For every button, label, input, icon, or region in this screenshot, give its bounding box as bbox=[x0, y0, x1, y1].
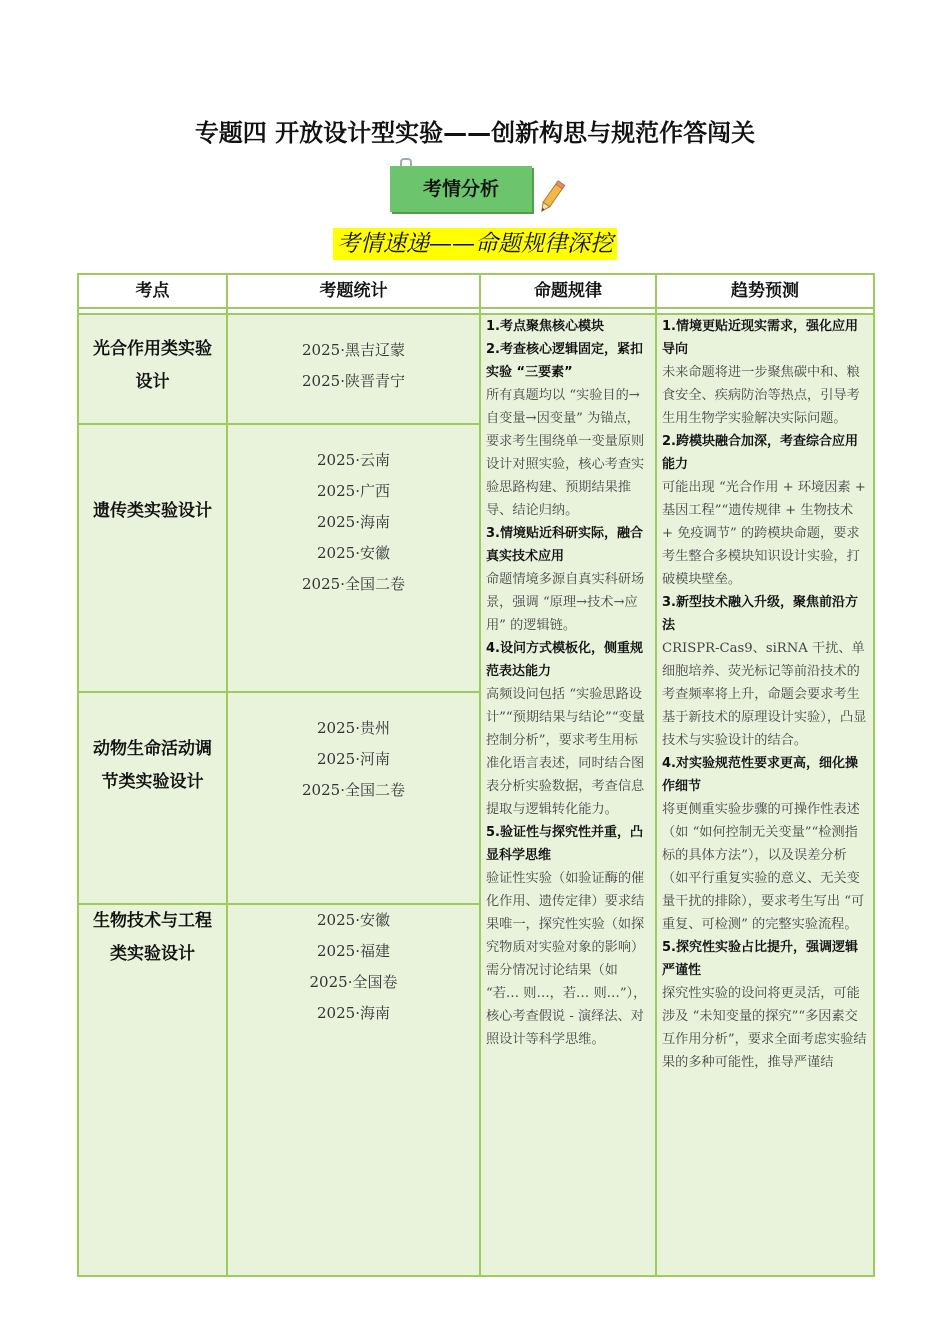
header-rules: 命题规律 bbox=[480, 274, 656, 308]
table-row bbox=[78, 314, 874, 424]
trend-body: 探究性实验的设问将更灵活，可能涉及 “未知变量的探究”“多因素交互作用分析”，要求全面考虑实验结果的多种可能性，推导严谨结 bbox=[662, 986, 867, 1070]
topic-cell: 生物技术与工程类实验设计 bbox=[78, 904, 227, 1276]
section-subtitle: 考情速递——命题规律深挖 bbox=[333, 228, 617, 260]
rule-body: 所有真题均以 “实验目的→自变量→因变量” 为锚点，要求考生围绕单一变量原则设计对照实验，核心考查实验思路构建、预期结果推导、结论归纳。 bbox=[486, 388, 645, 518]
topic-cell: 光合作用类实验设计 bbox=[78, 314, 227, 424]
stat-item: 2025·全国二卷 bbox=[302, 781, 405, 799]
trend-body: CRISPR-Cas9、siRNA 干扰、单细胞培养、荧光标记等前沿技术的考查频率将上升，命题会要求考生基于新技术的原理设计实验），凸显技术与实验设计的结合。 bbox=[662, 641, 867, 748]
stat-item: 2025·安徽 bbox=[317, 544, 390, 562]
table-header-row bbox=[78, 274, 874, 308]
stats-cell bbox=[227, 314, 480, 424]
stat-item: 2025·海南 bbox=[317, 513, 390, 531]
stat-item: 2025·安徽 bbox=[317, 911, 390, 929]
trend-title: 5.探究性实验占比提升，强调逻辑严谨性 bbox=[662, 940, 858, 978]
trends-cell bbox=[656, 314, 874, 1276]
stat-item: 2025·广西 bbox=[317, 482, 390, 500]
rule-body: 命题情境多源自真实科研场景，强调 “原理→技术→应用” 的逻辑链。 bbox=[486, 572, 645, 633]
rule-title: 3.情境贴近科研实际，融合真实技术应用 bbox=[486, 526, 643, 564]
rule-body: 验证性实验（如验证酶的催化作用、遗传定律）要求结果唯一，探究性实验（如探究物质对实验对象的影响）需分情况讨论结果（如 “若… 则…，若… 则…”），核心考查假说 - 演绎法、对照设计等科学思维。 bbox=[486, 871, 647, 1047]
stats-cell bbox=[227, 692, 480, 904]
header-trends: 趋势预测 bbox=[656, 274, 874, 308]
stat-item: 2025·陕晋青宁 bbox=[302, 372, 405, 390]
rule-body: 高频设问包括 “实验思路设计”“预期结果与结论”“变量控制分析”，要求考生用标准化语言表述，同时结合图表分析实验数据，考查信息提取与逻辑转化能力。 bbox=[486, 687, 645, 817]
topic-cell: 遗传类实验设计 bbox=[78, 424, 227, 692]
stat-item: 2025·福建 bbox=[317, 942, 390, 960]
trend-body: 可能出现 “光合作用 + 环境因素 + 基因工程”“遗传规律 + 生物技术 + 免疫调节” 的跨模块命题，要求考生整合多模块知识设计实验，打破模块壁垒。 bbox=[662, 480, 866, 587]
badge-label: 考情分析 bbox=[390, 166, 532, 212]
rule-title: 5.验证性与探究性并重，凸显科学思维 bbox=[486, 825, 643, 863]
stat-item: 2025·全国二卷 bbox=[302, 575, 405, 593]
stat-item: 2025·黑吉辽蒙 bbox=[302, 341, 405, 359]
topic-cell: 动物生命活动调节类实验设计 bbox=[78, 692, 227, 904]
stat-item: 2025·海南 bbox=[317, 1004, 390, 1022]
rule-title: 1.考点聚焦核心模块 bbox=[486, 319, 604, 334]
header-topic: 考点 bbox=[78, 274, 227, 308]
page-title: 专题四 开放设计型实验——创新构思与规范作答闯关 bbox=[194, 119, 756, 147]
stat-item: 2025·贵州 bbox=[317, 719, 390, 737]
trend-body: 未来命题将进一步聚焦碳中和、粮食安全、疾病防治等热点，引导考生用生物学实验解决实际问题。 bbox=[662, 365, 860, 426]
exam-analysis-table bbox=[77, 273, 875, 1277]
rule-title: 2.考查核心逻辑固定，紧扣实验 “三要素” bbox=[486, 342, 643, 380]
pencil-icon bbox=[536, 178, 566, 218]
stat-item: 2025·河南 bbox=[317, 750, 390, 768]
rules-cell bbox=[480, 314, 656, 1276]
section-badge bbox=[386, 158, 576, 220]
stat-item: 2025·云南 bbox=[317, 451, 390, 469]
trend-title: 3.新型技术融入升级，聚焦前沿方法 bbox=[662, 595, 858, 633]
trend-title: 4.对实验规范性要求更高，细化操作细节 bbox=[662, 756, 858, 794]
trend-title: 1.情境更贴近现实需求，强化应用导向 bbox=[662, 319, 858, 357]
trend-title: 2.跨模块融合加深，考查综合应用能力 bbox=[662, 434, 858, 472]
rule-title: 4.设问方式模板化，侧重规范表达能力 bbox=[486, 641, 643, 679]
trend-body: 将更侧重实验步骤的可操作性表述（如 “如何控制无关变量”“检测指标的具体方法”），以及误差分析（如平行重复实验的意义、无关变量干扰的排除），要求考生写出 “可重复、可检测” 的完整实验流程。 bbox=[662, 802, 865, 932]
stats-cell bbox=[227, 904, 480, 1276]
header-stats: 考题统计 bbox=[227, 274, 480, 308]
stats-cell bbox=[227, 424, 480, 692]
stat-item: 2025·全国卷 bbox=[309, 973, 398, 991]
